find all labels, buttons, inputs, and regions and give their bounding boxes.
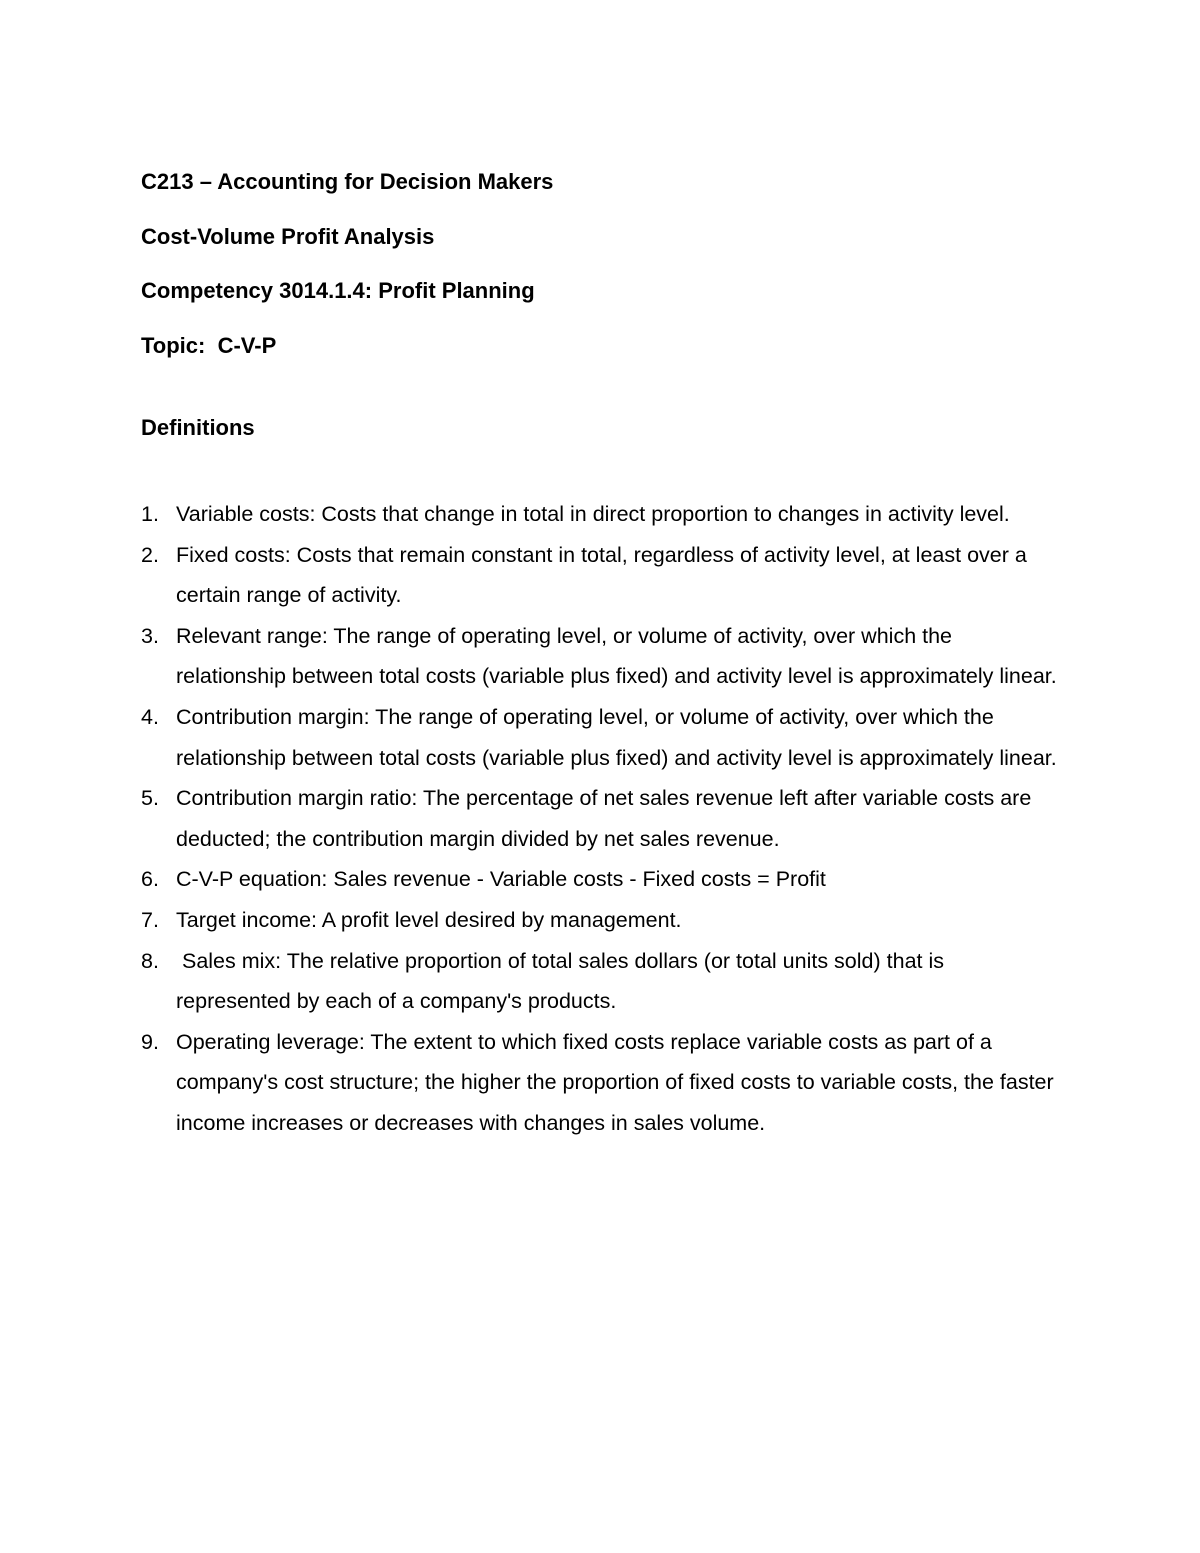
list-item: [141, 900, 1061, 941]
list-item: [141, 616, 1061, 697]
list-item-text: Relevant range: The range of operating level, or volume of activity, over which the relationship between total costs (variable plus fixed) and activity level is approximately linear.: [176, 623, 1057, 689]
list-item: [141, 1022, 1061, 1144]
list-item: [141, 494, 1061, 535]
list-item-text: Contribution margin ratio: The percentage of net sales revenue left after variable costs are deducted; the contribution margin divided by net sales revenue.: [176, 786, 1032, 851]
topic-heading: Topic: C-V-P: [141, 333, 277, 358]
list-item-number: 6.: [141, 867, 159, 892]
list-item-text: C-V-P equation: Sales revenue - Variable costs - Fixed costs = Profit: [176, 867, 826, 892]
list-item-text: Fixed costs: Costs that remain constant in total, regardless of activity level, at least over a certain range of activity.: [176, 542, 1027, 608]
list-item-number: 3.: [141, 623, 159, 648]
course-title: C213 – Accounting for Decision Makers: [141, 169, 554, 194]
list-item: [141, 697, 1061, 778]
list-item-number: 7.: [141, 907, 159, 932]
subject-heading: Cost-Volume Profit Analysis: [141, 224, 435, 249]
definitions-list: [141, 494, 1061, 1144]
list-item-number: 8.: [141, 948, 159, 973]
section-title: Definitions: [141, 415, 255, 440]
list-item-number: 1.: [141, 502, 159, 526]
list-item-text: Target income: A profit level desired by management.: [176, 907, 682, 932]
list-item-number: 4.: [141, 704, 159, 729]
list-item: [141, 941, 1061, 1022]
list-item: [141, 778, 1061, 859]
list-item-number: 5.: [141, 786, 159, 811]
list-item-text: Operating leverage: The extent to which fixed costs replace variable costs as part of a company's cost structure; the higher the proportion of fixed costs to variable costs, the faster income increases or decreases with changes in sales volume.: [176, 1029, 1054, 1135]
list-item-text: Contribution margin: The range of operating level, or volume of activity, over which the relationship between total costs (variable plus fixed) and activity level is approximately linear.: [176, 704, 1057, 770]
list-item: [141, 535, 1061, 616]
list-item-text: Variable costs: Costs that change in total in direct proportion to changes in activity level.: [176, 502, 1010, 526]
list-item: [141, 859, 1061, 900]
list-item-number: 9.: [141, 1029, 159, 1054]
list-item-text: Sales mix: The relative proportion of total sales dollars (or total units sold) that is represented by each of a company's products.: [176, 948, 950, 1014]
list-item-number: 2.: [141, 542, 159, 567]
competency-heading: Competency 3014.1.4: Profit Planning: [141, 278, 535, 303]
